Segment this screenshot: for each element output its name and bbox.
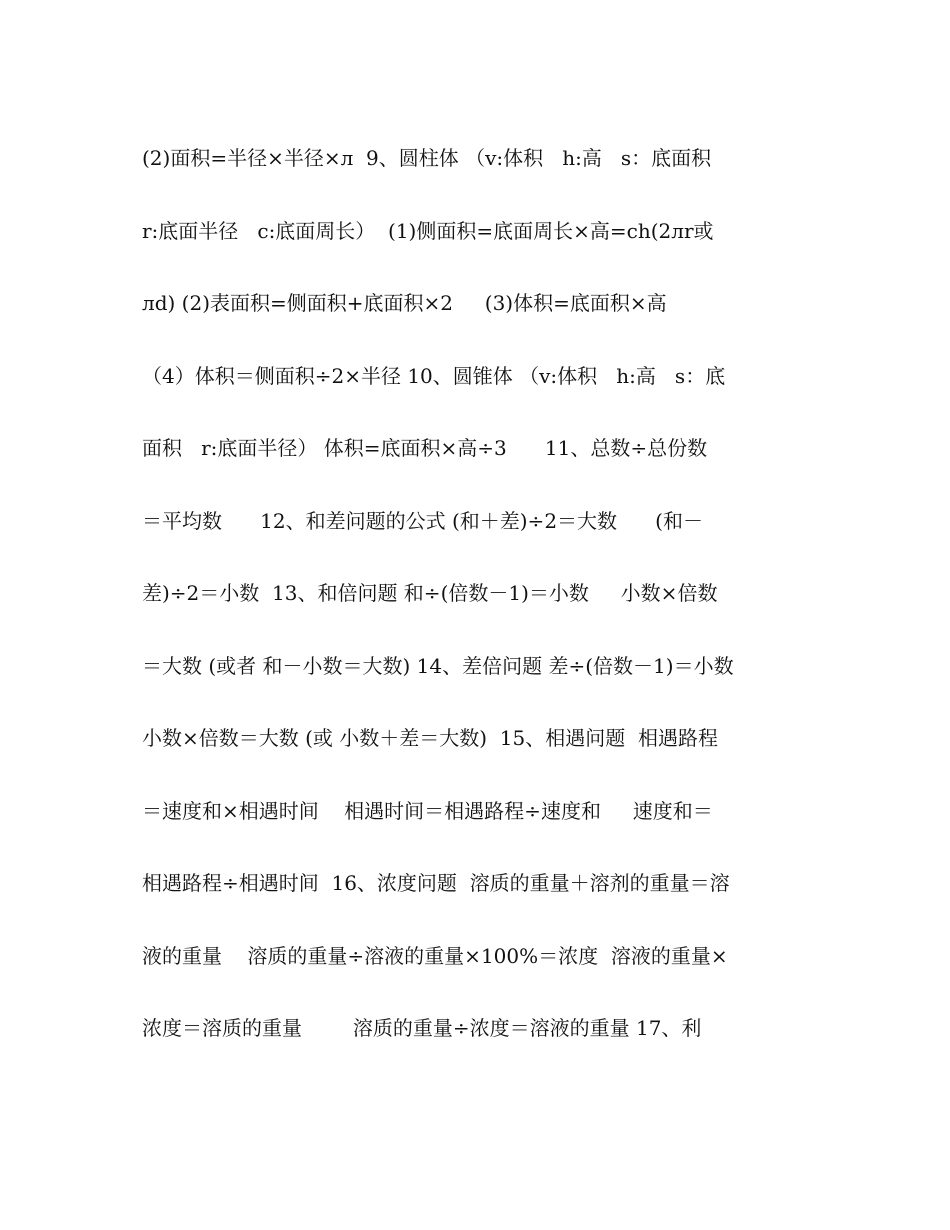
text-line-1: (2)面积=半径×半径×л 9、圆柱体 （v:体积 h:高 s：底面积 [142,146,712,170]
text-line-9: 小数×倍数＝大数 (或 小数＋差＝大数) 15、相遇问题 相遇路程 [142,726,718,750]
text-line-8: ＝大数 (或者 和－小数＝大数) 14、差倍问题 差÷(倍数－1)＝小数 [142,653,734,678]
text-line-7: 差)÷2＝小数 13、和倍问题 和÷(倍数－1)＝小数 小数×倍数 [142,581,718,605]
text-line-10: ＝速度和×相遇时间 相遇时间＝相遇路程÷速度和 速度和＝ [142,798,713,823]
text-line-4: （4）体积＝侧面积÷2×半径 10、圆锥体 （v:体积 h:高 s：底 [142,363,726,388]
text-line-6: ＝平均数 12、和差问题的公式 (和＋差)÷2＝大数 (和－ [142,508,703,533]
text-line-5: 面积 r:底面半径） 体积=底面积×高÷3 11、总数÷总份数 [142,436,708,460]
text-line-13: 浓度＝溶质的重量 溶质的重量÷浓度＝溶液的重量 17、利 [142,1016,702,1040]
body-text [142,136,812,1079]
text-line-3: лd) (2)表面积=侧面积+底面积×2 (3)体积=底面积×高 [142,291,667,315]
text-line-12: 液的重量 溶质的重量÷溶液的重量×100%＝浓度 溶液的重量× [142,943,728,968]
text-line-11: 相遇路程÷相遇时间 16、浓度问题 溶质的重量＋溶剂的重量＝溶 [142,871,730,895]
text-line-2: r:底面半径 c:底面周长） (1)侧面积=底面周长×高=ch(2лr或 [142,218,714,243]
